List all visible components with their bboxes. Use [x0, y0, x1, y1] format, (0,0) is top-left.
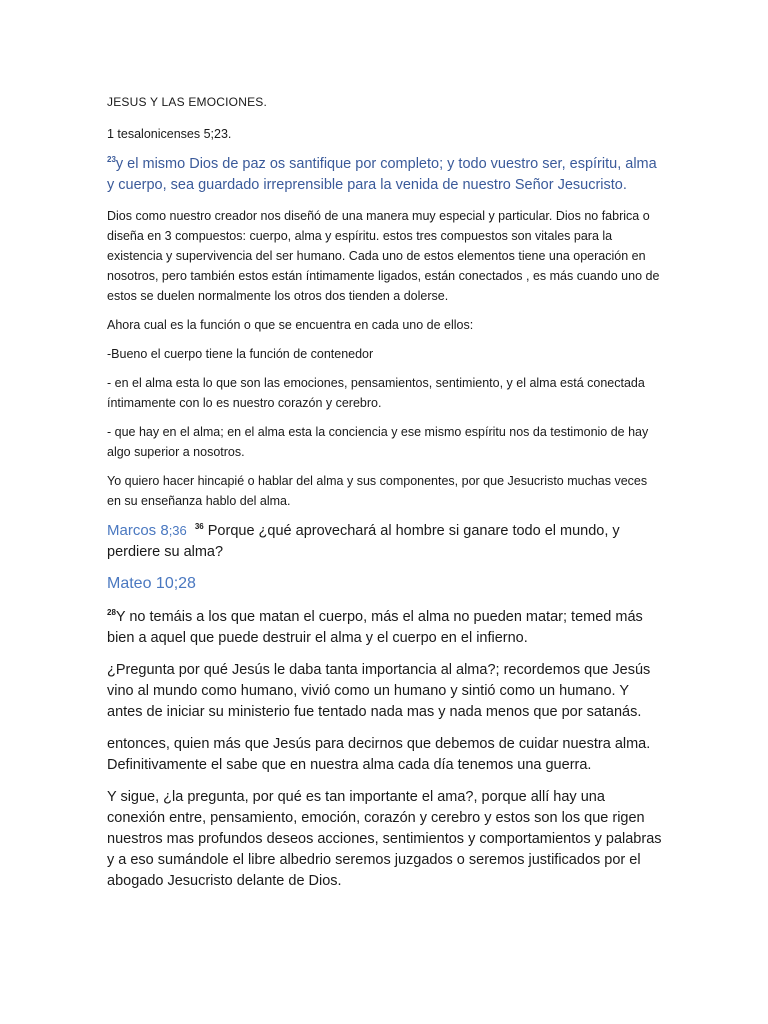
verse-text: Y no temáis a los que matan el cuerpo, más el alma no pueden matar; temed más bien a aquel que puede destruir el alma y el cuerpo en el infierno.: [107, 609, 643, 646]
scripture-reference: 1 tesalonicenses 5;23.: [107, 127, 232, 141]
verse-number: 23: [107, 155, 116, 165]
paragraph: -Bueno el cuerpo tiene la función de contenedor: [107, 347, 374, 361]
verse-text: Porque ¿qué aprovechará al hombre si ganare todo el mundo, y perdiere su alma?: [107, 523, 620, 560]
paragraph: Yo quiero hacer hincapié o hablar del alma y sus componentes, por que Jesucristo muchas veces en su enseñanza hablo del alma.: [107, 474, 648, 508]
paragraph: - en el alma esta lo que son las emociones, pensamientos, sentimiento, y el alma está conectada íntimamente con lo es nuestro corazón y cerebro.: [107, 376, 645, 410]
verse-number: 28: [107, 608, 116, 618]
verse-thessalonians: [107, 154, 663, 196]
paragraph: Dios como nuestro creador nos diseñó de una manera muy especial y particular. Dios no fabrica o diseña en 3 compuestos: cuerpo, alma y espíritu. estos tres compuestos son vitales para la existencia y supervivencia del ser humano. Cada uno de estos elementos tiene una operación en nosotros, pero también estos están íntimamente ligados, están conectados , es más cuando uno de estos se duelen normalmente los otros dos tienden a dolerse.: [107, 209, 660, 303]
document-title: JESUS Y LAS EMOCIONES.: [107, 95, 268, 109]
marcos-chapter-verse: ;36: [168, 523, 187, 538]
marcos-reference: Marcos 8: [107, 522, 169, 539]
paragraph: ¿Pregunta por qué Jesús le daba tanta importancia al alma?; recordemos que Jesús vino al mundo como humano, vivió como un humano y sintió como un humano. Y antes de iniciar su ministerio fue tentado nada mas y nada menos que por satanás.: [107, 662, 651, 720]
verse-text: y el mismo Dios de paz os santifique por completo; y todo vuestro ser, espíritu, alma y cuerpo, sea guardado irreprensible para la venida de nuestro Señor Jesucristo.: [107, 156, 657, 193]
verse-marcos: [107, 520, 663, 563]
paragraph: - que hay en el alma; en el alma esta la conciencia y ese mismo espíritu nos da testimonio de hay algo superior a nosotros.: [107, 425, 649, 459]
paragraph: entonces, quien más que Jesús para decirnos que debemos de cuidar nuestra alma. Definitivamente el sabe que en nuestra alma cada día tenemos una guerra.: [107, 736, 651, 773]
paragraph: Y sigue, ¿la pregunta, por qué es tan importante el ama?, porque allí hay una conexión entre, pensamiento, emoción, corazón y cerebro y estos son los que rigen nuestros mas profundos deseos acciones, sentimientos y comportamientos y palabras y a eso sumándole el libre albedrio seremos juzgados o seremos justificados por el abogado Jesucristo delante de Dios.: [107, 789, 662, 889]
verse-mateo: [107, 607, 663, 649]
paragraph: Ahora cual es la función o que se encuentra en cada uno de ellos:: [107, 318, 474, 332]
mateo-heading: Mateo 10;28: [107, 575, 196, 592]
verse-number: 36: [194, 522, 204, 532]
document-body: [107, 92, 663, 892]
